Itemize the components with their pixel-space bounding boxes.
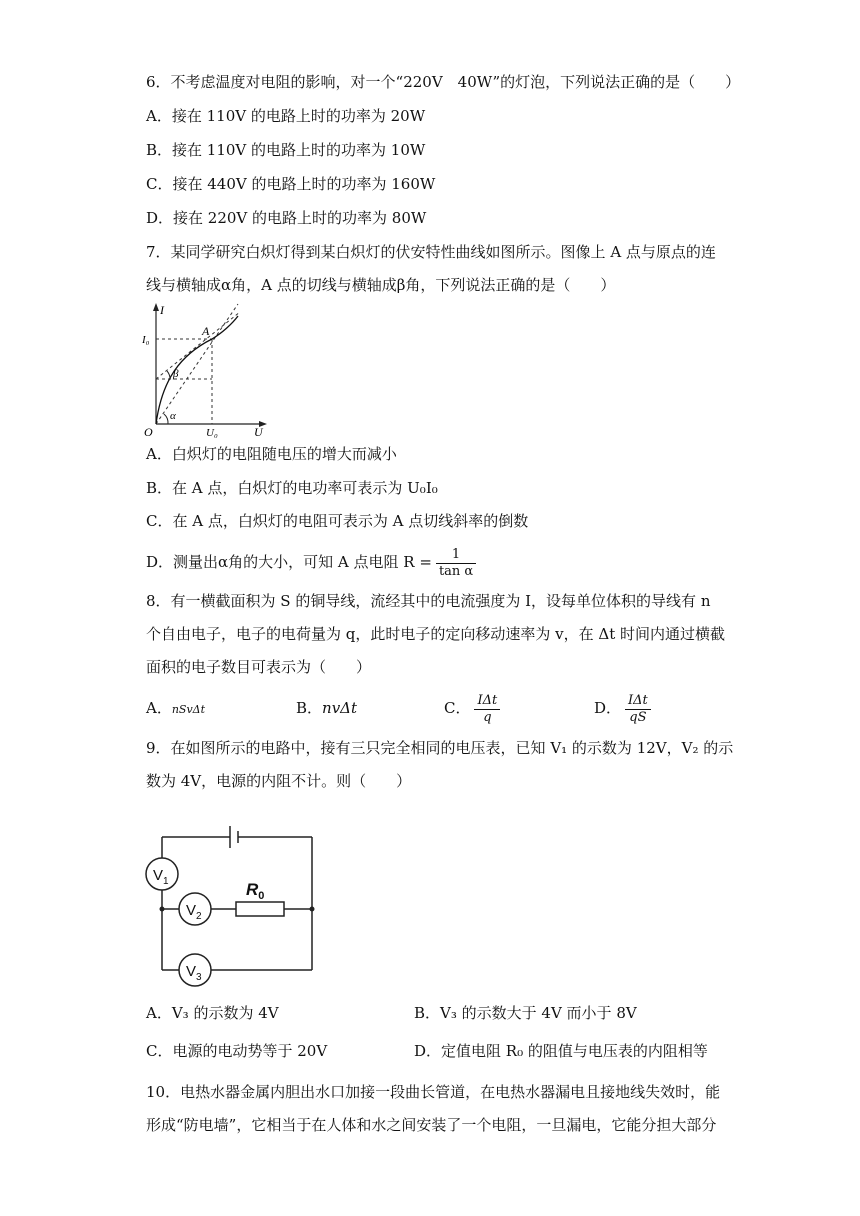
svg-text:V3 bbox=[186, 963, 202, 983]
option-label: D． bbox=[594, 699, 622, 717]
graph-beta-label: β bbox=[173, 368, 179, 380]
q6-stem: 6．不考虑温度对电阻的影响，对一个“220V 40W”的灯泡，下列说法正确的是（ ） bbox=[146, 73, 741, 91]
v1-subscript: 1 bbox=[163, 876, 169, 887]
option-expression: nSvΔt bbox=[171, 703, 206, 716]
q6-option-d: D．接在 220V 的电路上时的功率为 80W bbox=[146, 209, 427, 227]
q7-option-d-text: D．测量出α角的大小，可知 A 点电阻 R = bbox=[146, 553, 432, 571]
q7-option-b: B．在 A 点，白炽灯的电功率可表示为 U₀I₀ bbox=[146, 479, 438, 497]
graph-point-a-label: A bbox=[202, 324, 210, 338]
q6-option-b: B．接在 110V 的电路上时的功率为 10W bbox=[146, 141, 426, 159]
graph-y-label: I bbox=[160, 303, 164, 317]
graph-origin-label: O bbox=[144, 425, 153, 439]
q7-stem-line2: 线与横轴成α角，A 点的切线与横轴成β角，下列说法正确的是（ ） bbox=[146, 276, 616, 294]
q8-option-a bbox=[146, 698, 205, 720]
v2-subscript: 2 bbox=[196, 911, 202, 922]
option-fraction bbox=[474, 693, 500, 726]
q7-option-d bbox=[146, 544, 476, 580]
r0-subscript: 0 bbox=[258, 890, 265, 902]
q8-option-b bbox=[296, 698, 357, 718]
q8-option-c bbox=[444, 688, 500, 728]
fraction-denominator: q bbox=[483, 709, 492, 725]
q7-option-d-fraction bbox=[436, 547, 476, 580]
q9-stem-line2: 数为 4V，电源的内阻不计。则（ ） bbox=[146, 772, 412, 790]
q7-option-c: C．在 A 点，白炽灯的电阻可表示为 A 点切线斜率的倒数 bbox=[146, 512, 529, 530]
graph-x-label: U bbox=[254, 425, 263, 439]
option-label: C． bbox=[444, 699, 471, 717]
q10-stem-line2: 形成“防电墙”，它相当于在人体和水之间安装了一个电阻，一旦漏电，它能分担大部分 bbox=[146, 1116, 717, 1134]
option-expression: nvΔt bbox=[322, 699, 358, 717]
r0-label: R bbox=[246, 880, 259, 899]
v3-subscript: 3 bbox=[196, 972, 202, 983]
fraction-denominator: qS bbox=[629, 709, 647, 725]
q8-option-d bbox=[594, 688, 651, 728]
q9-option-b: B．V₃ 的示数大于 4V 而小于 8V bbox=[414, 1004, 637, 1022]
q7-stem-line1: 7．某同学研究白炽灯得到某白炽灯的伏安特性曲线如图所示。图像上 A 点与原点的连 bbox=[146, 243, 716, 261]
graph-i0-label: I₀ bbox=[142, 334, 150, 346]
graph-u0-label: U₀ bbox=[206, 427, 218, 439]
q6-option-c: C．接在 440V 的电路上时的功率为 160W bbox=[146, 175, 436, 193]
option-fraction bbox=[625, 693, 651, 726]
option-label: B． bbox=[296, 699, 323, 717]
q9-option-c: C．电源的电动势等于 20V bbox=[146, 1042, 328, 1060]
q6-option-a: A．接在 110V 的电路上时的功率为 20W bbox=[146, 107, 426, 125]
q9-stem-line1: 9．在如图所示的电路中，接有三只完全相同的电压表，已知 V₁ 的示数为 12V，V₂ 的示 bbox=[146, 739, 734, 757]
q8-stem-line2: 个自由电子，电子的电荷量为 q，此时电子的定向移动速率为 v，在 Δt 时间内通过横截 bbox=[146, 625, 726, 643]
v2-label: V bbox=[186, 902, 197, 919]
svg-text:R0 bbox=[246, 880, 264, 902]
fraction-numerator: IΔt bbox=[625, 693, 651, 710]
q9-option-d: D．定值电阻 R₀ 的阻值与电压表的内阻相等 bbox=[414, 1042, 708, 1060]
q10-stem-line1: 10．电热水器金属内胆出水口加接一段曲长管道，在电热水器漏电且接地线失效时，能 bbox=[146, 1083, 721, 1101]
svg-text:V1 bbox=[153, 867, 169, 887]
q8-stem-line3: 面积的电子数目可表示为（ ） bbox=[146, 658, 372, 676]
q7-option-a: A．白炽灯的电阻随电压的增大而减小 bbox=[146, 445, 397, 463]
v3-label: V bbox=[186, 963, 197, 980]
v1-label: V bbox=[153, 867, 164, 884]
option-label: A． bbox=[146, 699, 172, 717]
fraction-denominator: tan α bbox=[438, 563, 474, 579]
circuit-diagram bbox=[140, 820, 330, 990]
iv-curve-graph bbox=[140, 300, 270, 440]
fraction-numerator: IΔt bbox=[474, 693, 500, 710]
fraction-numerator: 1 bbox=[436, 547, 476, 564]
q9-option-a: A．V₃ 的示数为 4V bbox=[146, 1004, 279, 1022]
q8-stem-line1: 8．有一横截面积为 S 的铜导线，流经其中的电流强度为 I，设每单位体积的导线有 n bbox=[146, 592, 711, 610]
svg-text:V2 bbox=[186, 902, 202, 922]
graph-alpha-label: α bbox=[170, 410, 176, 422]
